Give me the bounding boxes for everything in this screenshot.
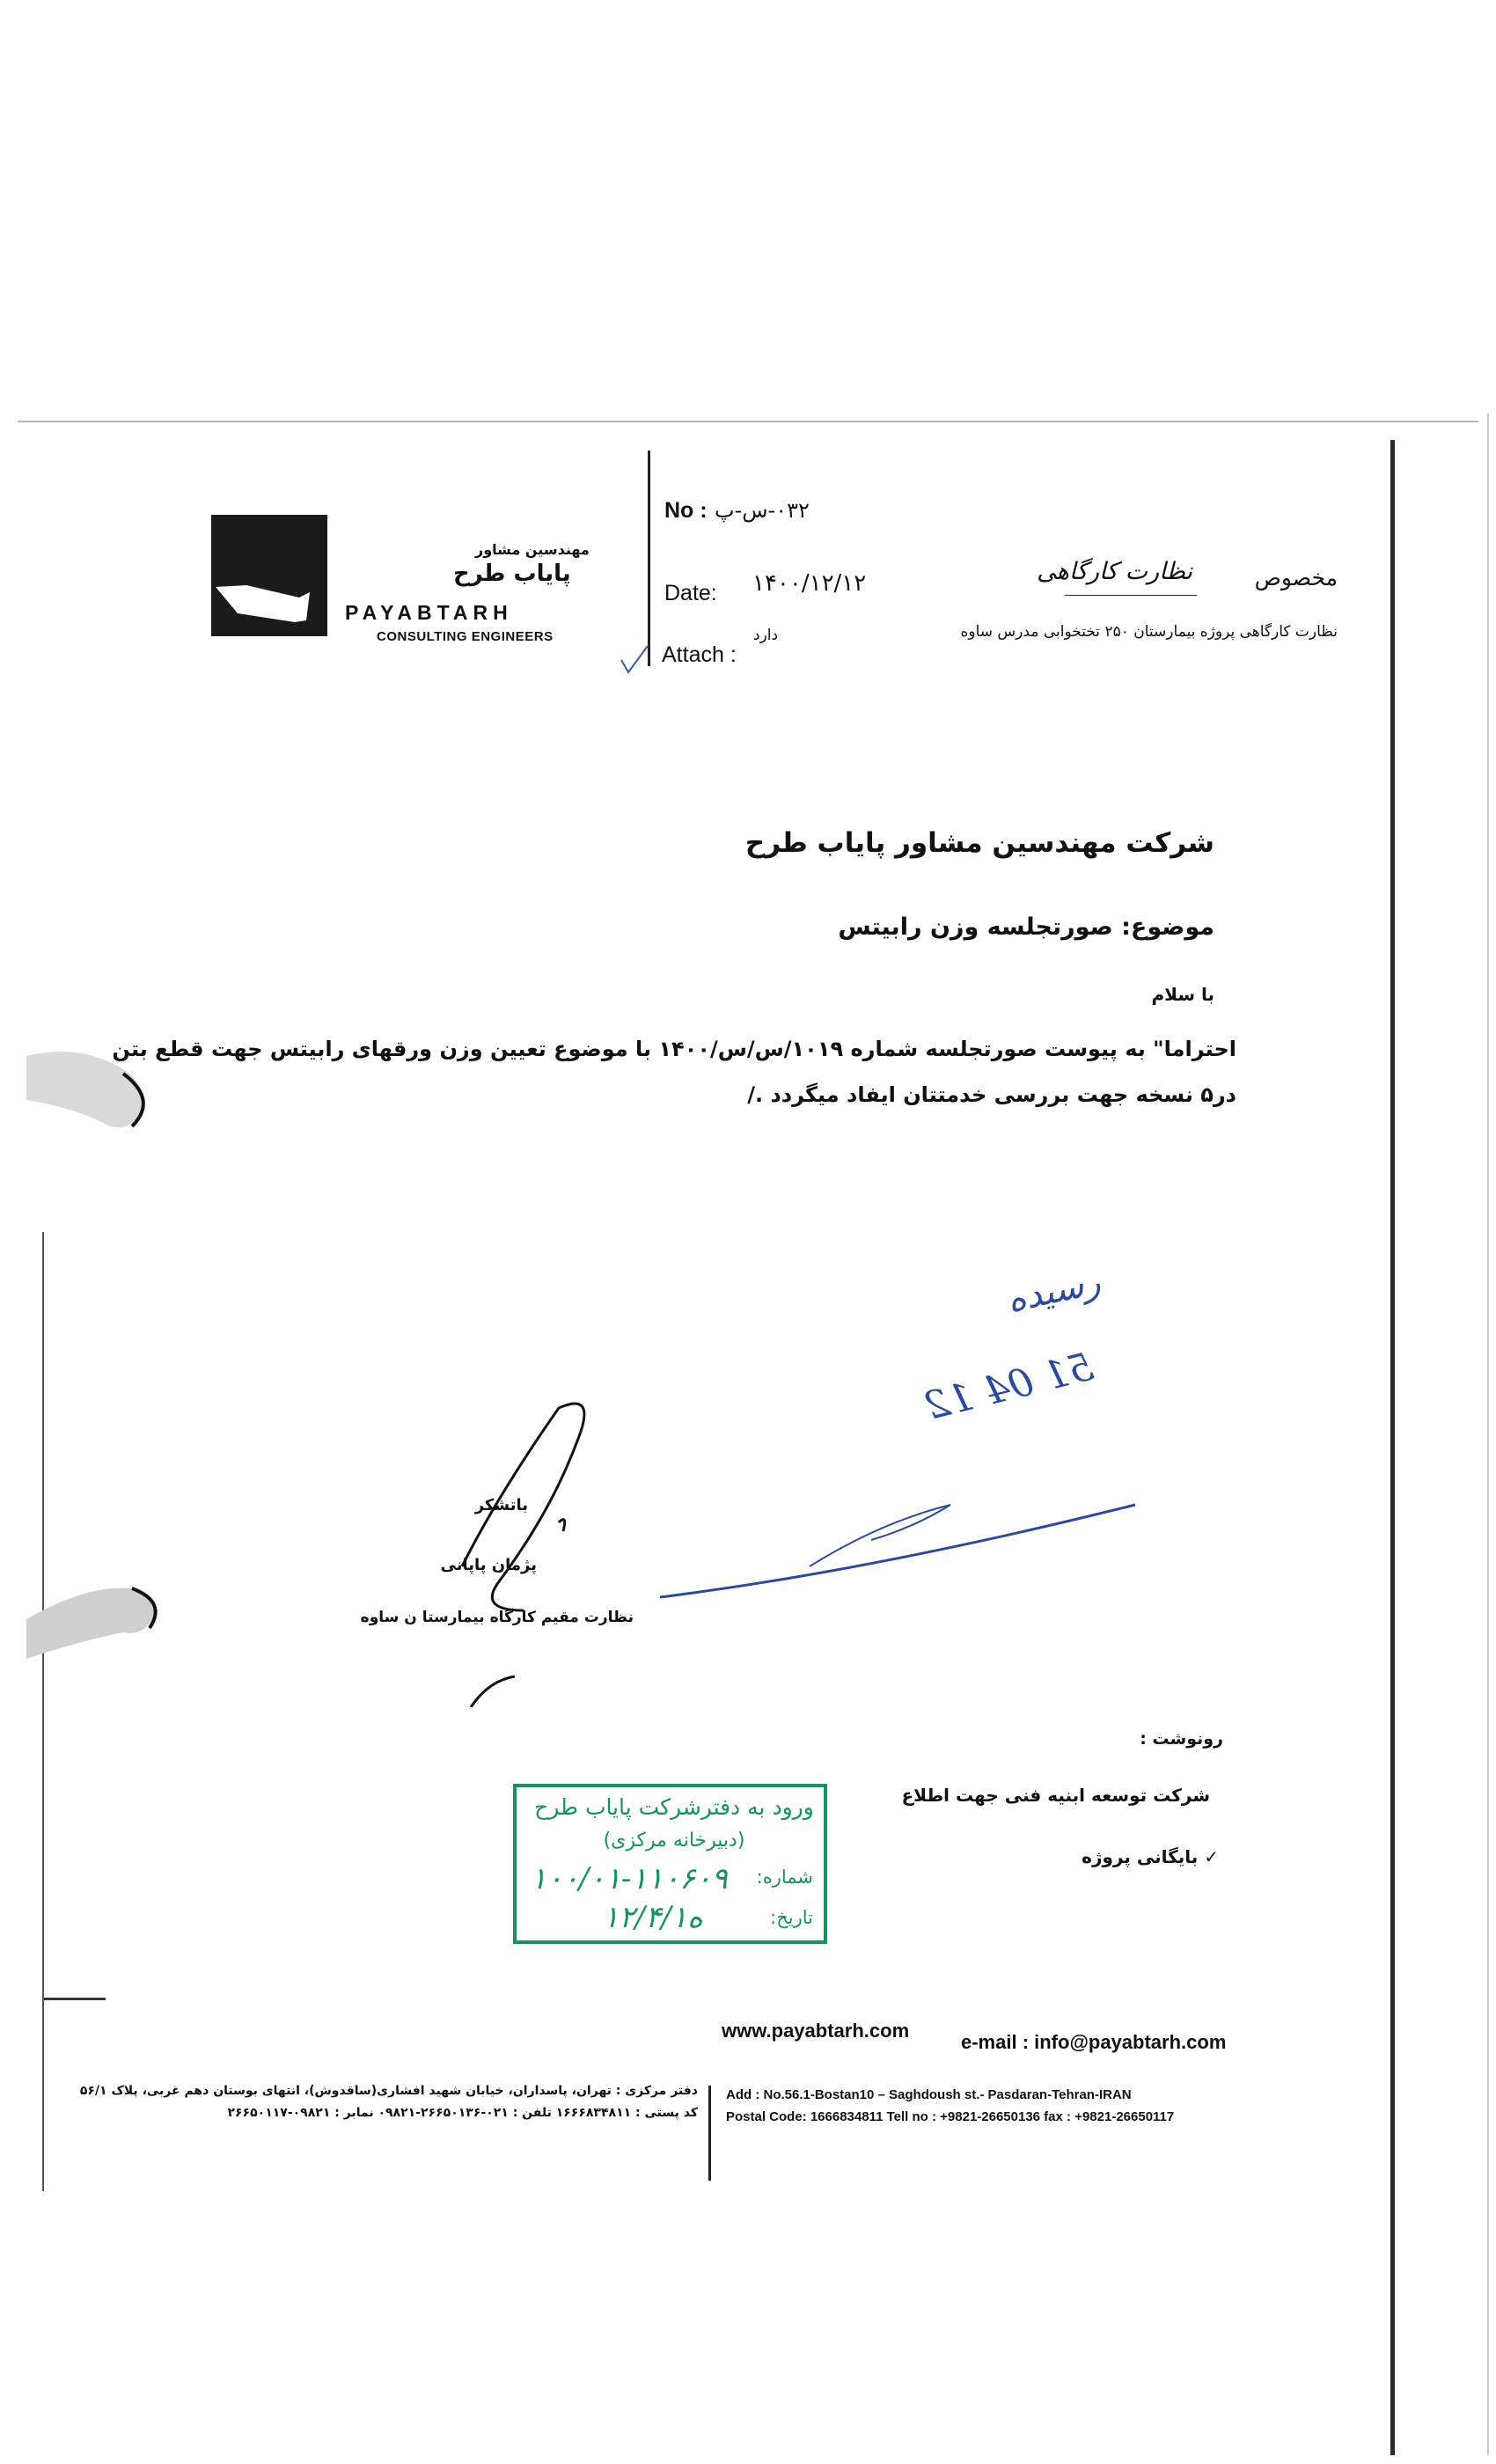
special-for-block (915, 558, 1338, 607)
letter-date-label: Date: (664, 581, 717, 605)
logo-subtitle-fa: مهندسین مشاور (475, 541, 590, 558)
paper-edge-right (1390, 440, 1395, 2455)
signature-scribble (444, 1390, 620, 1707)
footer-divider (708, 2086, 711, 2181)
stamp-date-label: تاریخ: (770, 1907, 813, 1928)
project-line: نظارت کارگاهی پروژه بیمارستان ۲۵۰ تختخوابی مدرس ساوه (960, 623, 1338, 641)
handwritten-note (810, 1250, 1179, 1478)
signatory-role: نظارت مقیم کارگاه بیمارستا ن ساوه (360, 1609, 634, 1626)
footer-contact-fa: کد پستی : ۱۶۶۶۸۳۴۸۱۱ تلفن : ۰۲۱-۲۶۶۵۰۱۳۶-۰۹۸۲۱ نمابر : ۰۹۸۲۱-۲۶۶۵۰۱۱۷ (227, 2106, 698, 2120)
greeting: با سلام (1151, 984, 1214, 1005)
cc-item-1: شرکت توسعه ابنیه فنی جهت اطلاع (901, 1785, 1210, 1806)
handwritten-note-numbers: 51 04 12 (920, 1344, 1098, 1430)
footer-website[interactable]: www.payabtarh.com (722, 2020, 910, 2042)
cc-check-icon: ✓ (1204, 1846, 1219, 1867)
stamp-title: ورود به دفترشرکت پایاب طرح (534, 1794, 814, 1820)
paper-edge-left (42, 1232, 44, 2191)
stamp-date-value: ۱۲/۴/۱ه (603, 1900, 703, 1935)
logo-subtitle-en: CONSULTING ENGINEERS (377, 629, 554, 644)
special-for-handwritten: نظارت کارگاهی (1037, 558, 1192, 585)
letter-number-label: No : (664, 498, 708, 523)
logo-name-en: PAYABTARH (345, 601, 513, 624)
paper-edge-bottom (44, 1998, 106, 2000)
footer-contact-en: Postal Code: 1666834811 Tell no : +9821-26650136 fax : +9821-26650117 (726, 2109, 1175, 2124)
check-icon (616, 642, 651, 678)
footer-address-fa: دفتر مرکزی : تهران، پاسداران، خیابان شهید افشاری(ساقدوش)، انتهای بوستان دهم غربی، پلاک ۵۶/۱ (79, 2084, 698, 2098)
cc-title: رونوشت : (1140, 1729, 1223, 1749)
stamp-subtitle: (دبیرخانه مرکزی) (603, 1830, 745, 1852)
cc-item-2-label: بایگانی پروژه (1082, 1846, 1199, 1867)
footer-email[interactable]: e-mail : info@payabtarh.com (961, 2031, 1227, 2053)
footer-address-en: Add : No.56.1-Bostan10 – Saghdoush st.- Pasdaran-Tehran-IRAN (726, 2087, 1132, 2102)
paper-edge-top (18, 421, 1478, 422)
letter-date-value: ۱۴۰۰/۱۲/۱۲ (752, 570, 867, 597)
attachment-label: Attach : (662, 642, 737, 667)
company-logo (211, 515, 327, 636)
paper-edge-outer (1487, 414, 1489, 2455)
special-for-label: مخصوص (1254, 565, 1338, 590)
signatory-name: پژمان پاپانی (440, 1556, 537, 1574)
attachment-value: دارد (753, 627, 779, 644)
received-stamp (513, 1784, 827, 1944)
blue-ink-stroke (651, 1487, 1144, 1610)
stamp-number-value: ۱۰۰/۰۱-۱۱۰۶۰۹ (531, 1861, 728, 1896)
handwritten-note-word: رسیده (1003, 1261, 1104, 1321)
special-for-underline (1065, 595, 1197, 596)
logo-name-fa: پایاب طرح (453, 561, 571, 587)
body-line-2: در۵ نسخه جهت بررسی خدمتتان ایفاد میگردد ./ (747, 1082, 1236, 1107)
signature-thanks: باتشکر (474, 1496, 528, 1514)
cc-item-2 (1038, 1846, 1219, 1867)
header-divider (648, 451, 650, 666)
stamp-number-label: شماره: (756, 1866, 813, 1888)
scan-finger-shadow-bottom (26, 1566, 167, 1663)
body-line-1: احتراما" به پیوست صورتجلسه شماره ۱۰۱۹/س/س/۱۴۰۰ با موضوع تعیین وزن ورقهای رابیتس جهت قطع بتن (112, 1037, 1236, 1061)
letter-number-value: ۰۳۲-س-پ (715, 498, 810, 523)
recipient-company: شرکت مهندسین مشاور پایاب طرح (744, 827, 1214, 859)
letter-subject: موضوع: صورتجلسه وزن رابیتس (838, 913, 1214, 941)
